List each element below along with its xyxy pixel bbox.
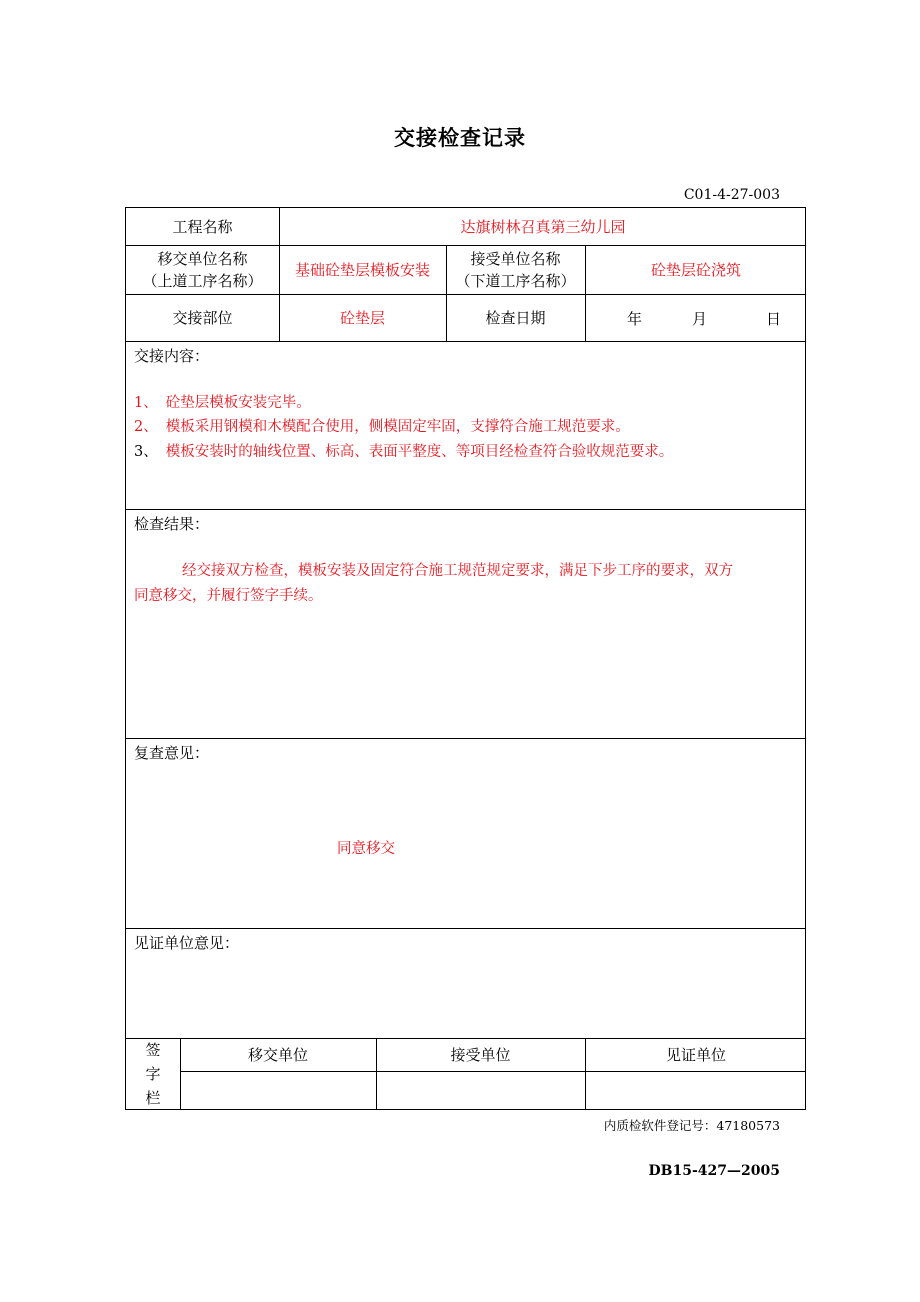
row-divider: [126, 509, 805, 510]
content-item-3-text: 模板安装时的轴线位置、标高、表面平整度、等项目经检查符合验收规范要求。: [165, 444, 674, 460]
signature-side-char-2: 字: [145, 1065, 161, 1083]
handover-unit-label-line1: 移交单位名称: [157, 249, 248, 268]
handover-content-label: 交接内容：: [134, 347, 210, 365]
content-item-2-text: 模板采用钢模和木模配合使用，侧模固定牢固，支撑符合施工规范要求。: [165, 419, 630, 435]
row-divider: [126, 738, 805, 739]
handover-part-value: 砼垫层: [339, 308, 385, 327]
date-year: 年: [627, 310, 643, 328]
signature-receive-cell[interactable]: [376, 1071, 585, 1110]
form-code: C01-4-27-003: [683, 187, 780, 203]
row-divider: [126, 928, 805, 929]
row-divider: [126, 341, 805, 342]
content-item-2: [134, 415, 630, 436]
handover-part-label: 交接部位: [172, 308, 233, 327]
signature-witness-header: 见证单位: [665, 1045, 726, 1064]
handover-form-table: [125, 207, 806, 1110]
receive-unit-value: 砼垫层砼浇筑: [650, 260, 741, 279]
content-item-1-text: 砼垫层模板安装完毕。: [165, 395, 311, 411]
handover-unit-label-line2: （上道工序名称）: [142, 271, 263, 290]
content-item-1: [134, 391, 311, 412]
content-item-3-num: 3、: [134, 444, 158, 460]
software-registration: 内质检软件登记号：47180573: [603, 1118, 780, 1133]
witness-opinion-label: 见证单位意见：: [134, 934, 240, 952]
date-month: 月: [692, 310, 708, 328]
review-opinion-label: 复查意见：: [134, 744, 210, 762]
standard-code: DB15-427—2005: [648, 1163, 780, 1179]
content-item-2-num: 2、: [134, 419, 158, 435]
signature-witness-cell[interactable]: [585, 1071, 807, 1110]
check-date-label: 检查日期: [485, 308, 546, 327]
date-day: 日: [766, 310, 782, 328]
receive-unit-label-line1: 接受单位名称: [470, 249, 561, 268]
project-name-label: 工程名称: [172, 217, 233, 236]
content-item-3: [134, 440, 673, 461]
receive-unit-label-line2: （下道工序名称）: [455, 271, 576, 290]
signature-receive-header: 接受单位: [450, 1045, 511, 1064]
handover-unit-label: [126, 245, 279, 294]
receive-unit-label: [446, 245, 585, 294]
review-opinion-text: 同意移交: [337, 841, 395, 857]
signature-side-label: [126, 1038, 180, 1110]
check-result-line2: 同意移交，并履行签字手续。: [134, 588, 323, 604]
check-result-line1: 经交接双方检查，模板安装及固定符合施工规范规定要求，满足下步工序的要求，双方: [182, 563, 733, 579]
signature-handover-cell[interactable]: [180, 1071, 376, 1110]
signature-handover-header: 移交单位: [247, 1045, 308, 1064]
signature-side-char-3: 栏: [145, 1089, 161, 1107]
handover-unit-value: 基础砼垫层模板安装: [294, 260, 430, 279]
content-item-1-num: 1、: [134, 395, 158, 411]
check-result-label: 检查结果：: [134, 515, 210, 533]
project-name-value: 达旗树林召真第三幼儿园: [460, 217, 626, 236]
document-title: 交接检查记录: [394, 125, 526, 150]
signature-side-char-1: 签: [145, 1041, 161, 1059]
